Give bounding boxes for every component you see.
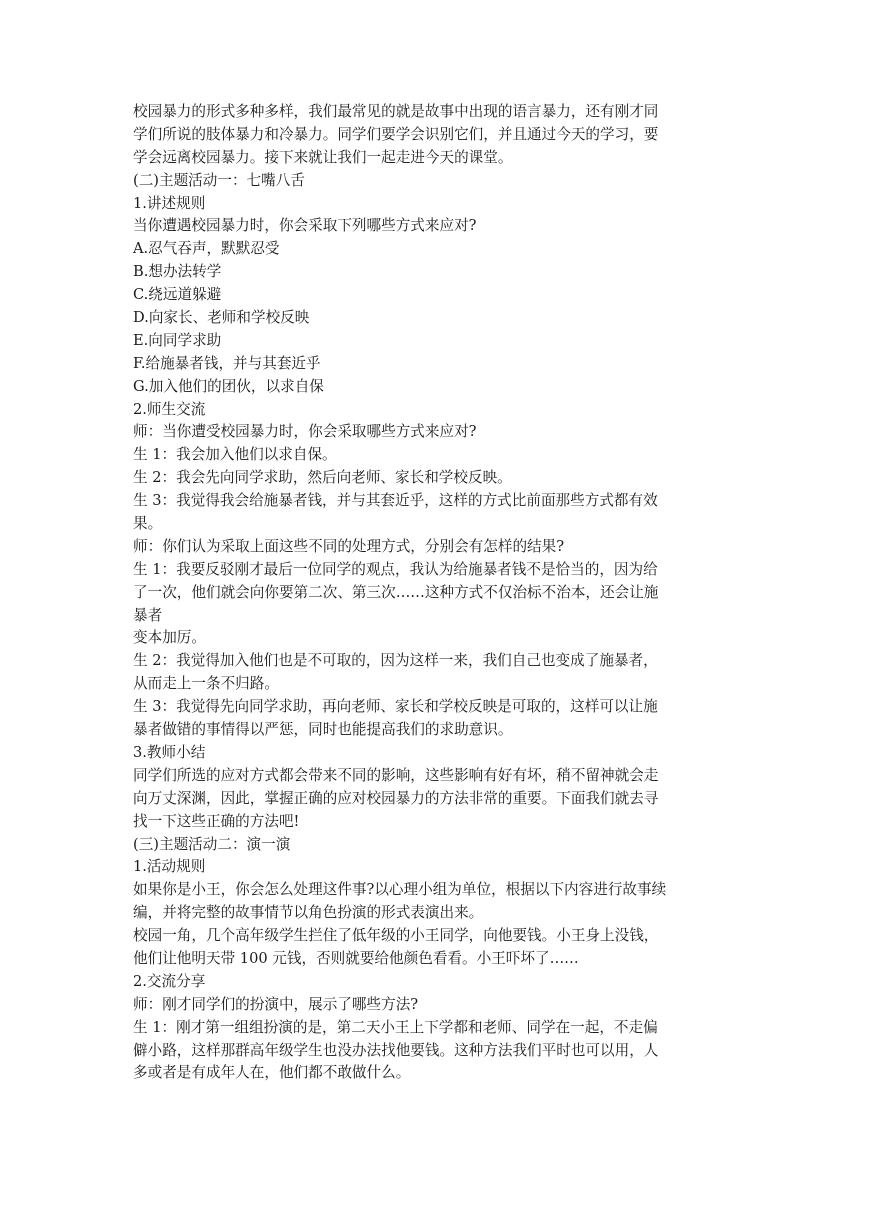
dialogue-line: 多或者是有成年人在，他们都不敢做什么。	[133, 1064, 411, 1082]
dialogue-line: 生 3：我觉得先向同学求助，再向老师、家长和学校反映是可取的，这样可以让施	[133, 698, 658, 716]
option-item: F.给施暴者钱，并与其套近乎	[133, 354, 321, 372]
dialogue-line: 从而走上一条不归路。	[133, 675, 279, 693]
dialogue-line: 了一次，他们就会向你要第二次、第三次……这种方式不仅治标不治本，还会让施	[133, 583, 659, 601]
option-item: B.想办法转学	[133, 263, 222, 281]
text-line: 同学们所选的应对方式都会带来不同的影响，这些影响有好有坏，稍不留神就会走	[133, 766, 659, 784]
dialogue-line: 师：当你遭受校园暴力时，你会采取哪些方式来应对?	[133, 423, 477, 441]
text-line: 他们让他明天带 100 元钱，否则就要给他颜色看看。小王吓坏了……	[133, 949, 579, 967]
text-line: 校园一角，几个高年级学生拦住了低年级的小王同学，向他要钱。小王身上没钱，	[133, 927, 659, 945]
dialogue-line: 生 3：我觉得我会给施暴者钱，并与其套近乎，这样的方式比前面那些方式都有效	[133, 492, 658, 510]
subsection-heading: 2.交流分享	[133, 972, 206, 990]
option-item: E.向同学求助	[133, 331, 222, 349]
text-line: 编，并将完整的故事情节以角色扮演的形式表演出来。	[133, 904, 484, 922]
dialogue-line: 生 1：我要反驳刚才最后一位同学的观点，我认为给施暴者钱不是恰当的，因为给	[133, 560, 658, 578]
document-body	[133, 101, 737, 1085]
subsection-heading: 1.讲述规则	[133, 194, 206, 212]
option-item: G.加入他们的团伙，以求自保	[133, 377, 324, 395]
dialogue-line: 生 1：刚才第一组组扮演的是，第二天小王上下学都和老师、同学在一起，不走偏	[133, 1018, 658, 1036]
dialogue-line: 僻小路，这样那群高年级学生也没办法找他要钱。这种方法我们平时也可以用，人	[133, 1041, 659, 1059]
dialogue-line: 暴者做错的事情得以严惩，同时也能提高我们的求助意识。	[133, 721, 513, 739]
text-line: 当你遭遇校园暴力时，你会采取下列哪些方式来应对?	[133, 217, 477, 235]
subsection-heading: 2.师生交流	[133, 400, 206, 418]
option-item: A.忍气吞声，默默忍受	[133, 240, 280, 258]
option-item: D.向家长、老师和学校反映	[133, 309, 310, 327]
dialogue-line: 果。	[133, 515, 163, 533]
text-line: 找一下这些正确的方法吧!	[133, 812, 300, 830]
text-line: 如果你是小王，你会怎么处理这件事?以心理小组为单位，根据以下内容进行故事续	[133, 881, 667, 899]
dialogue-line: 暴者	[133, 606, 163, 624]
section-heading: (三)主题活动二：演一演	[133, 835, 291, 853]
dialogue-line: 师：刚才同学们的扮演中，展示了哪些方法?	[133, 995, 419, 1013]
text-line: 学们所说的肢体暴力和冷暴力。同学们要学会识别它们，并且通过今天的学习，要	[133, 125, 659, 143]
dialogue-line: 生 1：我会加入他们以求自保。	[133, 446, 337, 464]
dialogue-line: 生 2：我会先向同学求助，然后向老师、家长和学校反映。	[133, 469, 512, 487]
text-line: 向万丈深渊，因此，掌握正确的应对校园暴力的方法非常的重要。下面我们就去寻	[133, 789, 659, 807]
subsection-heading: 3.教师小结	[133, 743, 206, 761]
subsection-heading: 1.活动规则	[133, 858, 206, 876]
dialogue-line: 变本加厉。	[133, 629, 206, 647]
text-line: 校园暴力的形式多种多样，我们最常见的就是故事中出现的语言暴力，还有刚才同	[133, 103, 659, 120]
section-heading: (二)主题活动一：七嘴八舌	[133, 171, 305, 189]
dialogue-line: 生 2：我觉得加入他们也是不可取的，因为这样一来，我们自己也变成了施暴者，	[133, 652, 658, 670]
dialogue-line: 师：你们认为采取上面这些不同的处理方式，分别会有怎样的结果?	[133, 537, 565, 555]
text-line: 学会远离校园暴力。接下来就让我们一起走进今天的课堂。	[133, 148, 513, 166]
option-item: C.绕远道躲避	[133, 286, 222, 304]
